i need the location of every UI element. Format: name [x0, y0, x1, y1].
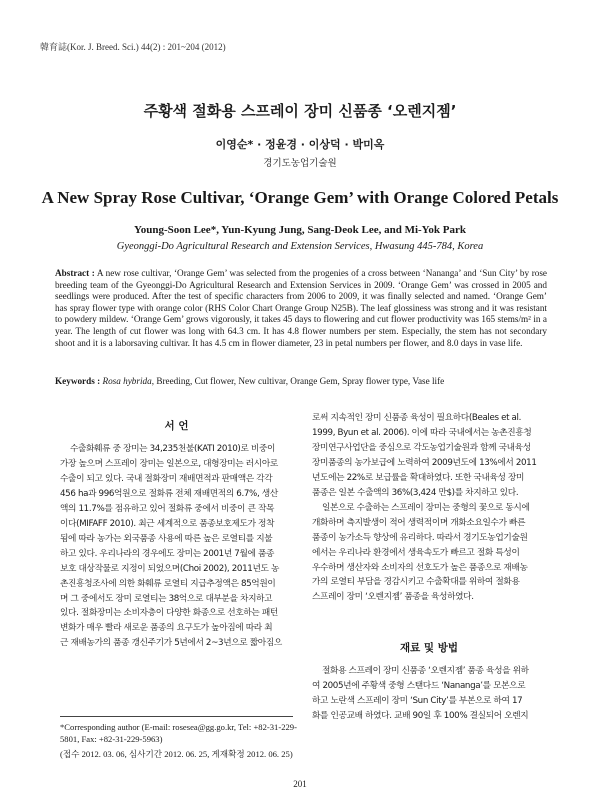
keywords: [55, 376, 547, 386]
text-line: 있다. 절화장미는 소비자층이 다양한 화종으로 선호하는 패턴: [60, 608, 278, 619]
text-line: 절화용 스프레이 장미 신품종 ‘오렌지젬’ 품종 육성을 위하: [322, 666, 529, 676]
text-line: 며 그 중에서도 장미 로열티는 38억으로 대부분을 차지하고: [60, 593, 273, 604]
text-line: 가의 로열티 부담을 경감시키고 수출확대를 위하여 절화용: [312, 577, 520, 588]
text-line: 1999, Byun et al. 2006). 이에 따라 국내에서는 농촌진흥청: [312, 427, 532, 438]
section-heading-intro: 서 언: [164, 420, 189, 432]
right-column-a: [312, 411, 546, 605]
text-line: 456 ha과 996억원으로 절화류 전체 재배면적의 6.7%, 생산: [60, 488, 278, 499]
text-line: 품종은 일본 수출액의 36%(3,424 만$)를 차지하고 있다.: [312, 487, 519, 498]
korean-title: 주황색 절화용 스프레이 장미 신품종 ‘오렌지젬’: [143, 102, 457, 120]
text-line: 수출이 되고 있다. 국내 절화장미 재배면적과 판매액은 각각: [60, 473, 273, 484]
english-authors: Young-Soon Lee*, Yun-Kyung Jung, Sang-Deok Lee, and Mi-Yok Park: [133, 224, 466, 236]
right-column-b: [312, 664, 546, 724]
text-line: 로써 지속적인 장미 신품종 육성이 필요하다(Beales et al.: [312, 413, 521, 423]
korean-authors: 이영순* · 정윤경 · 이상덕 · 박미옥: [215, 138, 385, 151]
text-line: 촌진흥청조사에 의한 화훼류 로열티 지급추정액은 85억원이: [60, 578, 276, 589]
left-column: [60, 442, 293, 651]
text-line: 스프레이 장미 ‘오렌지젬’ 품종을 육성하였다.: [312, 592, 474, 603]
abstract: [55, 268, 547, 349]
keywords-text: , Breeding, Cut flower, New cultivar, Orange Gem, Spray flower type, Vase life: [151, 376, 445, 386]
text-line: 화를 인공교배 하였다. 교배 90일 후 100% 결실되어 오렌지: [312, 710, 529, 721]
footnote-corresponding: *Corresponding author (E-mail: rosesea@gg.go.kr, Tel: +82-31-229-5801, Fax: +82-31-229-5963): [60, 722, 297, 744]
korean-affiliation: 경기도농업기술원: [263, 158, 337, 169]
section-heading-methods: 재료 및 방법: [399, 642, 459, 654]
text-line: 개화하며 측지발생이 적어 생력적이며 개화소요일수가 빠른: [312, 517, 526, 528]
keywords-species: Rosa hybrida: [102, 376, 152, 386]
text-line: 가장 높으며 스프레이 장미는 일본으로, 대형장미는 러시아로: [60, 458, 278, 469]
text-line: 품종이 농가소득 향상에 유리하다. 따라서 경기도농업기술원: [312, 532, 528, 543]
text-line: 됨에 따라 농가는 외국품종 사용에 따른 높은 로열티를 지불: [60, 533, 273, 544]
text-line: 에서는 우리나라 환경에서 생육속도가 빠르고 절화 특성이: [312, 547, 520, 558]
text-line: 우수하며 생산자와 소비자의 선호도가 높은 품종으로 재배농: [312, 562, 528, 573]
text-line: 보호 대상작물로 지정이 되었으며(Choi 2002), 2011년도 농: [60, 563, 279, 574]
footnote-dates: (접수 2012. 03. 06, 심사기간 2012. 06. 25, 게재확정 2012. 06. 25): [60, 749, 293, 759]
text-line: 액의 11.7%를 점유하고 있어 절화류 중에서 비중이 큰 작목: [60, 503, 275, 514]
text-line: 장미품종의 농가보급에 노력하여 2009년도에 13%에서 2011: [312, 457, 537, 468]
text-line: 근 재배농가의 품종 갱신주기가 5년에서 2~3년으로 짧아짐으: [60, 638, 282, 649]
text-line: 장미연구사업단을 중심으로 각도농업기술원과 함께 국내육성: [312, 442, 531, 453]
keywords-label: Keywords :: [55, 376, 101, 386]
text-line: 일본으로 수출하는 스프레이 장미는 중형의 꽃으로 동시에: [322, 502, 530, 513]
text-line: 하고 있다. 우리나라의 경우에도 장미는 2001년 7월에 품종: [60, 548, 275, 559]
text-line: 변화가 매우 빨라 새로운 품종의 요구도가 높아짐에 따라 최: [60, 623, 273, 634]
journal-header: 韓育誌(Kor. J. Breed. Sci.) 44(2) : 201~204 (2012): [40, 42, 226, 52]
page-number: 201: [293, 779, 307, 789]
footnote-divider: [60, 716, 293, 717]
text-line: 수출화훼류 중 장미는 34,235천불(KATI 2010)로 비중이: [70, 444, 276, 454]
abstract-label: Abstract :: [55, 268, 95, 278]
text-line: 여 2005년에 주황색 중형 스탠다드 ‘Nananga’를 모본으로: [312, 680, 526, 691]
text-line: 년도에는 22%로 보급률을 확대하였다. 또한 국내육성 장미: [312, 472, 525, 483]
english-affiliation: Gyeonggi-Do Agricultural Research and Extension Services, Hwasung 445-784, Korea: [116, 241, 484, 252]
text-line: 이다(MIFAFF 2010). 최근 세계적으로 품종보호제도가 정착: [60, 518, 275, 529]
abstract-text: A new rose cultivar, ‘Orange Gem’ was selected from the progenies of a cross between ‘Nananga’ and ‘Sun City’ by rose breeding team of the Gyeonggi-Do Agricultural Research and Extension Services in 2009. ‘Orange Gem’ was crossed in 2005 and seedlings were produced. After the test of specific characters from 2006 to 2009, it was finally selected and named. ‘Orange Gem’ has spray flower type with orange color (RHS Color Chart Orange Group N25B). The leaf glossiness was strong and it was resistant to powdery mildew. ‘Orange Gem’ grows vigorously, it takes 45 days to flowering and cut flower productivity was 165 stems/m² in a year. The length of cut flower was long with 64.3 cm. It has 4.8 flower numbers per stem. Especially, the stem has not secondary shoot and it is a laborsaving cultivar. It has 4.5 cm in flower diameter, 23 in petal numbers per flower, and 8.0 days in vase life.: [55, 268, 548, 348]
text-line: 하고 노란색 스프레이 장미 ‘Sun City’를 부본으로 하여 17: [312, 695, 523, 706]
english-title: A New Spray Rose Cultivar, ‘Orange Gem’ with Orange Colored Petals: [41, 188, 559, 207]
